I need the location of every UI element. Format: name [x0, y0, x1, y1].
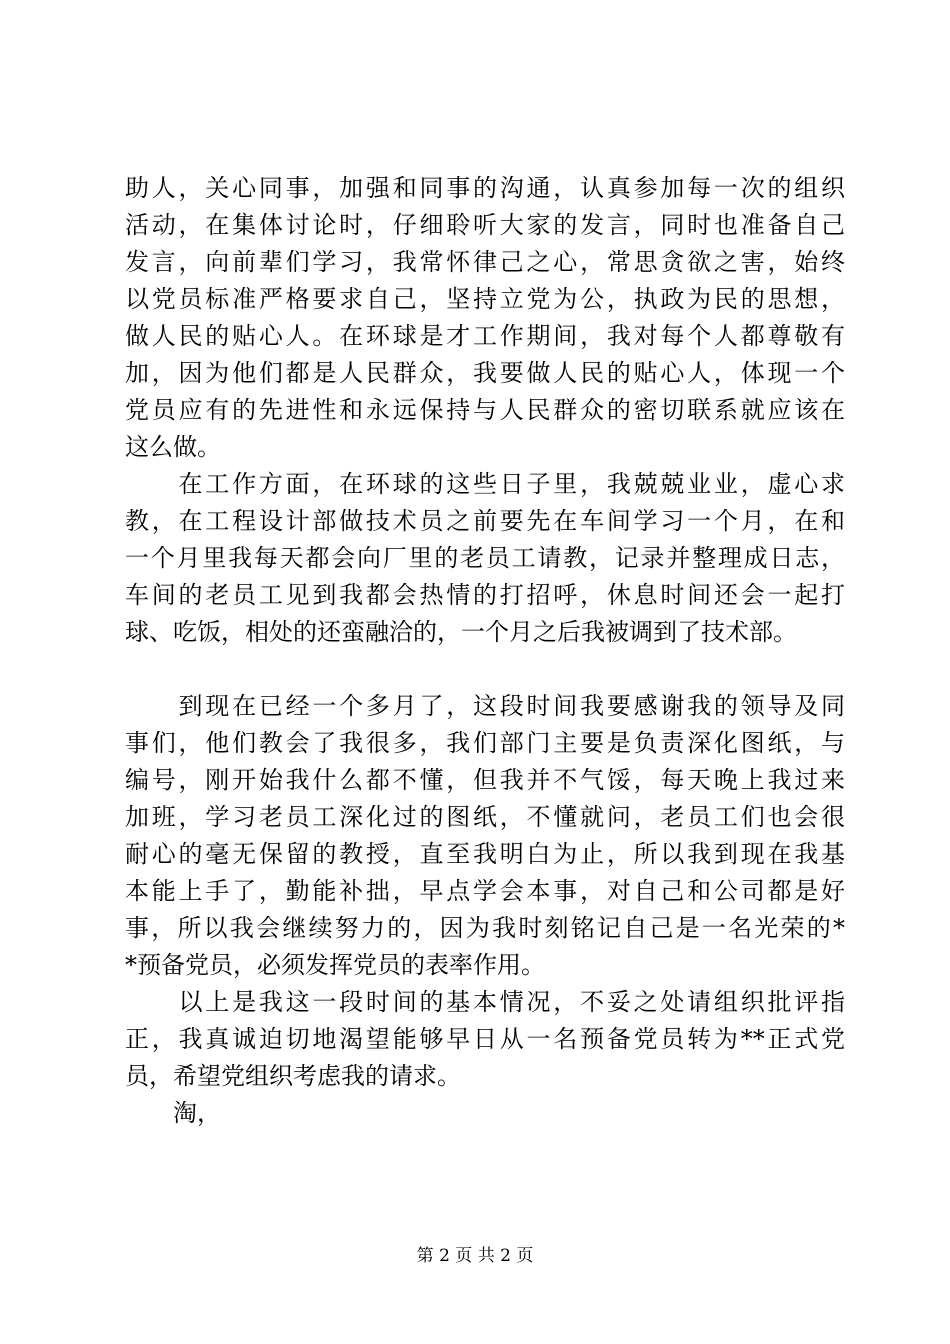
text-line: *预备党员，必须发挥党员的表率作用。: [125, 951, 545, 979]
text-line: 做人民的贴心人。在环球是才工作期间，我对每个人都尊敬有: [125, 322, 845, 350]
text-line: 车间的老员工见到我都会热情的打招呼，休息时间还会一起打: [125, 581, 845, 609]
text-line: 党员应有的先进性和永远保持与人民群众的密切联系就应该在: [125, 396, 845, 424]
text-line: 加，因为他们都是人民群众，我要做人民的贴心人，体现一个: [125, 359, 845, 387]
page-footer: 第 2 页 共 2 页: [416, 1246, 534, 1266]
text-line: 在工作方面，在环球的这些日子里，我兢兢业业，虚心求: [125, 470, 845, 498]
text-line: 淘，: [125, 1099, 221, 1127]
text-line: 以上是我这一段时间的基本情况，不妥之处请组织批评指: [125, 988, 845, 1016]
text-line: 助人，关心同事，加强和同事的沟通，认真参加每一次的组织: [125, 174, 845, 202]
text-line: 到现在已经一个多月了，这段时间我要感谢我的领导及同: [125, 692, 845, 720]
text-line: 正，我真诚迫切地渴望能够早日从一名预备党员转为**正式党: [125, 1025, 845, 1053]
text-line: 编号，刚开始我什么都不懂，但我并不气馁，每天晚上我过来: [125, 766, 845, 794]
text-line: 事们，他们教会了我很多，我们部门主要是负责深化图纸，与: [125, 729, 845, 757]
text-line: 活动，在集体讨论时，仔细聆听大家的发言，同时也准备自己: [125, 211, 845, 239]
text-line: 本能上手了，勤能补拙，早点学会本事，对自己和公司都是好: [125, 877, 845, 905]
text-line: 耐心的毫无保留的教授，直至我明白为止，所以我到现在我基: [125, 840, 845, 868]
text-line: 员，希望党组织考虑我的请求。: [125, 1062, 461, 1090]
text-line: 教，在工程设计部做技术员之前要先在车间学习一个月，在和: [125, 507, 845, 535]
text-line: 这么做。: [125, 433, 221, 461]
text-line: 发言，向前辈们学习，我常怀律己之心，常思贪欲之害，始终: [125, 248, 845, 276]
text-line: 以党员标准严格要求自己，坚持立党为公，执政为民的思想，: [125, 285, 845, 313]
text-line: 一个月里我每天都会向厂里的老员工请教，记录并整理成日志，: [125, 544, 845, 572]
text-line: 加班，学习老员工深化过的图纸，不懂就问，老员工们也会很: [125, 803, 845, 831]
text-line: 球、吃饭，相处的还蛮融洽的，一个月之后我被调到了技术部。: [125, 618, 797, 646]
text-line: 事，所以我会继续努力的，因为我时刻铭记自己是一名光荣的*: [125, 914, 845, 942]
